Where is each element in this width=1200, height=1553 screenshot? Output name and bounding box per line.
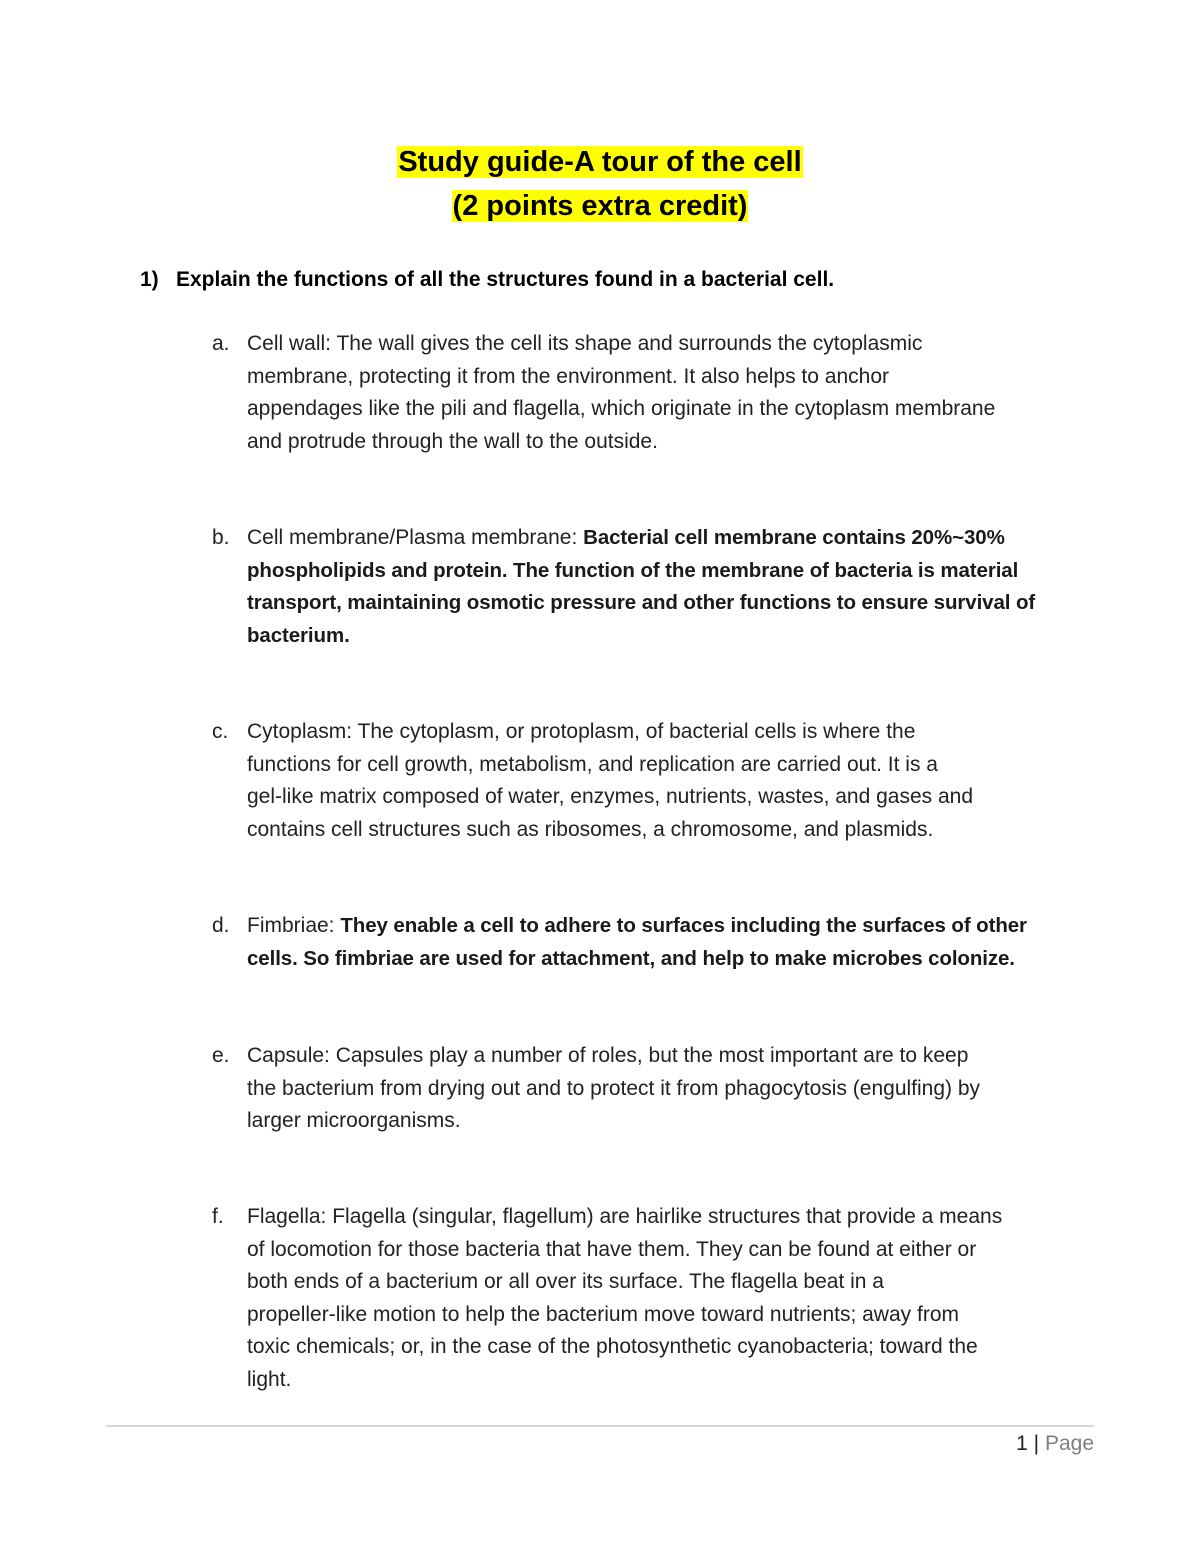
text-line: cells. So fimbriae are used for attachment, and help to make microbes colonize.	[247, 946, 1015, 970]
list-letter: f.	[212, 1205, 224, 1228]
document-title	[0, 140, 1200, 228]
text-line: both ends of a bacterium or all over its surface. The flagella beat in a	[247, 1270, 884, 1293]
list-letter: e.	[212, 1044, 230, 1067]
text-line: gel-like matrix composed of water, enzymes, nutrients, wastes, and gases and	[247, 785, 974, 808]
list-item-cell-membrane	[212, 522, 1112, 652]
question-1	[140, 264, 1120, 296]
term-label: Fimbriae:	[247, 914, 341, 937]
text-line: contains cell structures such as ribosomes, a chromosome, and plasmids.	[247, 817, 934, 841]
question-number: 1)	[140, 268, 159, 291]
text-line: and protrude through the wall to the outside.	[247, 429, 658, 453]
text-line: of locomotion for those bacteria that have them. They can be found at either or	[247, 1237, 977, 1261]
emphasized-text: Bacterial cell membrane contains 20%~30%	[583, 526, 1005, 549]
text-line: Cell wall: The wall gives the cell its shape and surrounds the cytoplasmic	[247, 332, 923, 355]
list-item-body	[247, 1201, 1112, 1396]
list-item-body	[247, 716, 1112, 846]
footer-divider	[106, 1425, 1094, 1427]
page-footer	[1016, 1430, 1094, 1458]
title-line-1: Study guide-A tour of the cell	[398, 146, 802, 178]
list-item-capsule	[212, 1040, 1112, 1138]
page-label: Page	[1044, 1432, 1094, 1455]
list-letter: b.	[212, 526, 230, 549]
text-line: functions for cell growth, metabolism, and replication are carried out. It is a	[247, 752, 938, 776]
text-line: membrane, protecting it from the environment. It also helps to anchor	[247, 364, 889, 388]
emphasized-text: They enable a cell to adhere to surfaces including the surfaces of other	[340, 914, 1027, 937]
text-line: the bacterium from drying out and to protect it from phagocytosis (engulfing) by	[247, 1076, 981, 1100]
text-line: larger microorganisms.	[247, 1109, 461, 1132]
text-line: phospholipids and protein. The function of the membrane of bacteria is material	[247, 558, 1019, 582]
text-line	[247, 522, 1112, 555]
text-line: bacterium.	[247, 623, 350, 647]
text-line	[247, 910, 1112, 943]
list-item-body	[247, 522, 1112, 652]
list-item-cell-wall	[212, 328, 1112, 458]
list-letter: d.	[212, 914, 230, 937]
text-line: appendages like the pili and flagella, which originate in the cytoplasm membrane	[247, 397, 996, 420]
text-line: Flagella: Flagella (singular, flagellum) are hairlike structures that provide a means	[247, 1205, 1003, 1228]
list-item-body	[247, 328, 1112, 458]
text-line: propeller-like motion to help the bacterium move toward nutrients; away from	[247, 1302, 959, 1326]
list-item-fimbriae	[212, 910, 1112, 975]
text-line: Capsule: Capsules play a number of roles, but the most important are to keep	[247, 1044, 969, 1067]
text-line: toxic chemicals; or, in the case of the photosynthetic cyanobacteria; toward the	[247, 1335, 978, 1358]
text-line: light.	[247, 1367, 292, 1391]
title-line-2: (2 points extra credit)	[452, 190, 748, 222]
term-label: Cell membrane/Plasma membrane:	[247, 526, 584, 549]
page-number: 1	[1016, 1432, 1028, 1455]
list-item-flagella	[212, 1201, 1112, 1396]
text-line: Cytoplasm: The cytoplasm, or protoplasm, of bacterial cells is where the	[247, 720, 916, 743]
question-text: Explain the functions of all the structures found in a bacterial cell.	[176, 268, 835, 291]
list-item-cytoplasm	[212, 716, 1112, 846]
list-item-body	[247, 910, 1112, 975]
footer-separator: |	[1033, 1432, 1040, 1455]
list-item-body	[247, 1040, 1112, 1138]
list-letter: a.	[212, 332, 230, 355]
text-line: transport, maintaining osmotic pressure and other functions to ensure survival of	[247, 591, 1036, 614]
list-letter: c.	[212, 720, 229, 743]
